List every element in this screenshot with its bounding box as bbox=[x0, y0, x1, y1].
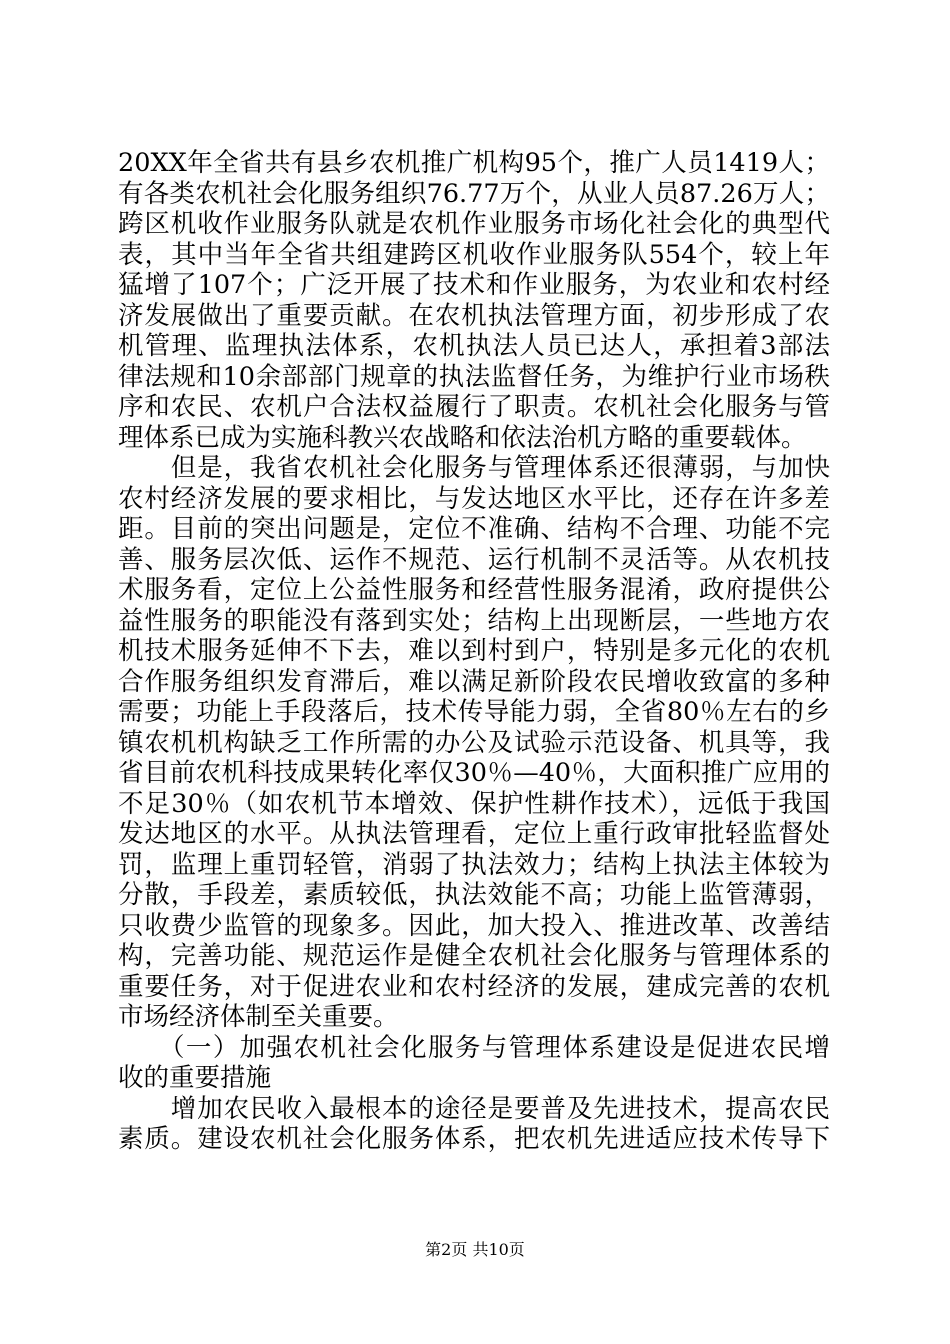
text-line: 术服务看，定位上公益性服务和经营性服务混淆，政府提供公 bbox=[118, 575, 830, 605]
text-line: 距。目前的突出问题是，定位不准确、结构不合理、功能不完 bbox=[118, 514, 830, 544]
text-line: 合作服务组织发育滞后，难以满足新阶段农民增收致富的多种 bbox=[118, 666, 830, 697]
text-line: 收的重要措施 bbox=[118, 1063, 272, 1093]
text-line: （一）加强农机社会化服务与管理体系建设是促进农民增 bbox=[118, 1032, 830, 1063]
text-line: 市场经济体制至关重要。 bbox=[118, 1002, 399, 1032]
text-line: 济发展做出了重要贡献。在农机执法管理方面，初步形成了农 bbox=[118, 300, 830, 331]
text-line: 只收费少监管的现象多。因此，加大投入、推进改革、改善结 bbox=[118, 910, 830, 941]
text-line: 机管理、监理执法体系，农机执法人员已达人，承担着3部法 bbox=[118, 331, 830, 361]
text-line: 构，完善功能、规范运作是健全农机社会化服务与管理体系的 bbox=[118, 941, 830, 971]
text-line: 律法规和10余部部门规章的执法监督任务，为维护行业市场秩 bbox=[118, 361, 830, 392]
text-line: 发达地区的水平。从执法管理看，定位上重行政审批轻监督处 bbox=[118, 819, 830, 849]
text-line: 罚，监理上重罚轻管，消弱了执法效力；结构上执法主体较为 bbox=[118, 849, 830, 880]
text-line: 分散，手段差，素质较低，执法效能不高；功能上监管薄弱， bbox=[118, 880, 830, 910]
text-line: 20XX年全省共有县乡农机推广机构95个，推广人员1419人； bbox=[118, 148, 830, 178]
text-line: 有各类农机社会化服务组织76.77万个，从业人员87.26万人； bbox=[118, 178, 830, 209]
text-line: 需要；功能上手段落后，技术传导能力弱，全省80％左右的乡 bbox=[118, 697, 830, 727]
text-line: 但是，我省农机社会化服务与管理体系还很薄弱，与加快 bbox=[118, 453, 830, 483]
text-line: 益性服务的职能没有落到实处；结构上出现断层，一些地方农 bbox=[118, 605, 830, 636]
text-line: 不足30％（如农机节本增效、保护性耕作技术），远低于我国 bbox=[118, 788, 830, 819]
text-line: 理体系已成为实施科教兴农战略和依法治机方略的重要载体。 bbox=[118, 422, 807, 453]
page-footer: 第2页 共10页 bbox=[425, 1240, 525, 1259]
text-line: 表，其中当年全省共组建跨区机收作业服务队554个，较上年 bbox=[118, 239, 830, 270]
text-line: 增加农民收入最根本的途径是要普及先进技术，提高农民 bbox=[118, 1093, 830, 1124]
text-line: 镇农机机构缺乏工作所需的办公及试验示范设备、机具等，我 bbox=[118, 727, 830, 758]
text-line: 跨区机收作业服务队就是农机作业服务市场化社会化的典型代 bbox=[118, 209, 830, 239]
text-line: 机技术服务延伸不下去，难以到村到户，特别是多元化的农机 bbox=[118, 636, 830, 666]
text-line: 猛增了107个；广泛开展了技术和作业服务，为农业和农村经 bbox=[118, 270, 830, 300]
text-line: 农村经济发展的要求相比，与发达地区水平比，还存在许多差 bbox=[118, 483, 830, 514]
body-text bbox=[118, 148, 830, 1155]
text-line: 省目前农机科技成果转化率仅30％—40％，大面积推广应用的 bbox=[118, 758, 830, 788]
text-line: 序和农民、农机户合法权益履行了职责。农机社会化服务与管 bbox=[118, 392, 830, 422]
text-line: 善、服务层次低、运作不规范、运行机制不灵活等。从农机技 bbox=[118, 544, 830, 575]
text-line: 素质。建设农机社会化服务体系，把农机先进适应技术传导下 bbox=[118, 1124, 830, 1154]
text-line: 重要任务，对于促进农业和农村经济的发展，建成完善的农机 bbox=[118, 971, 830, 1002]
